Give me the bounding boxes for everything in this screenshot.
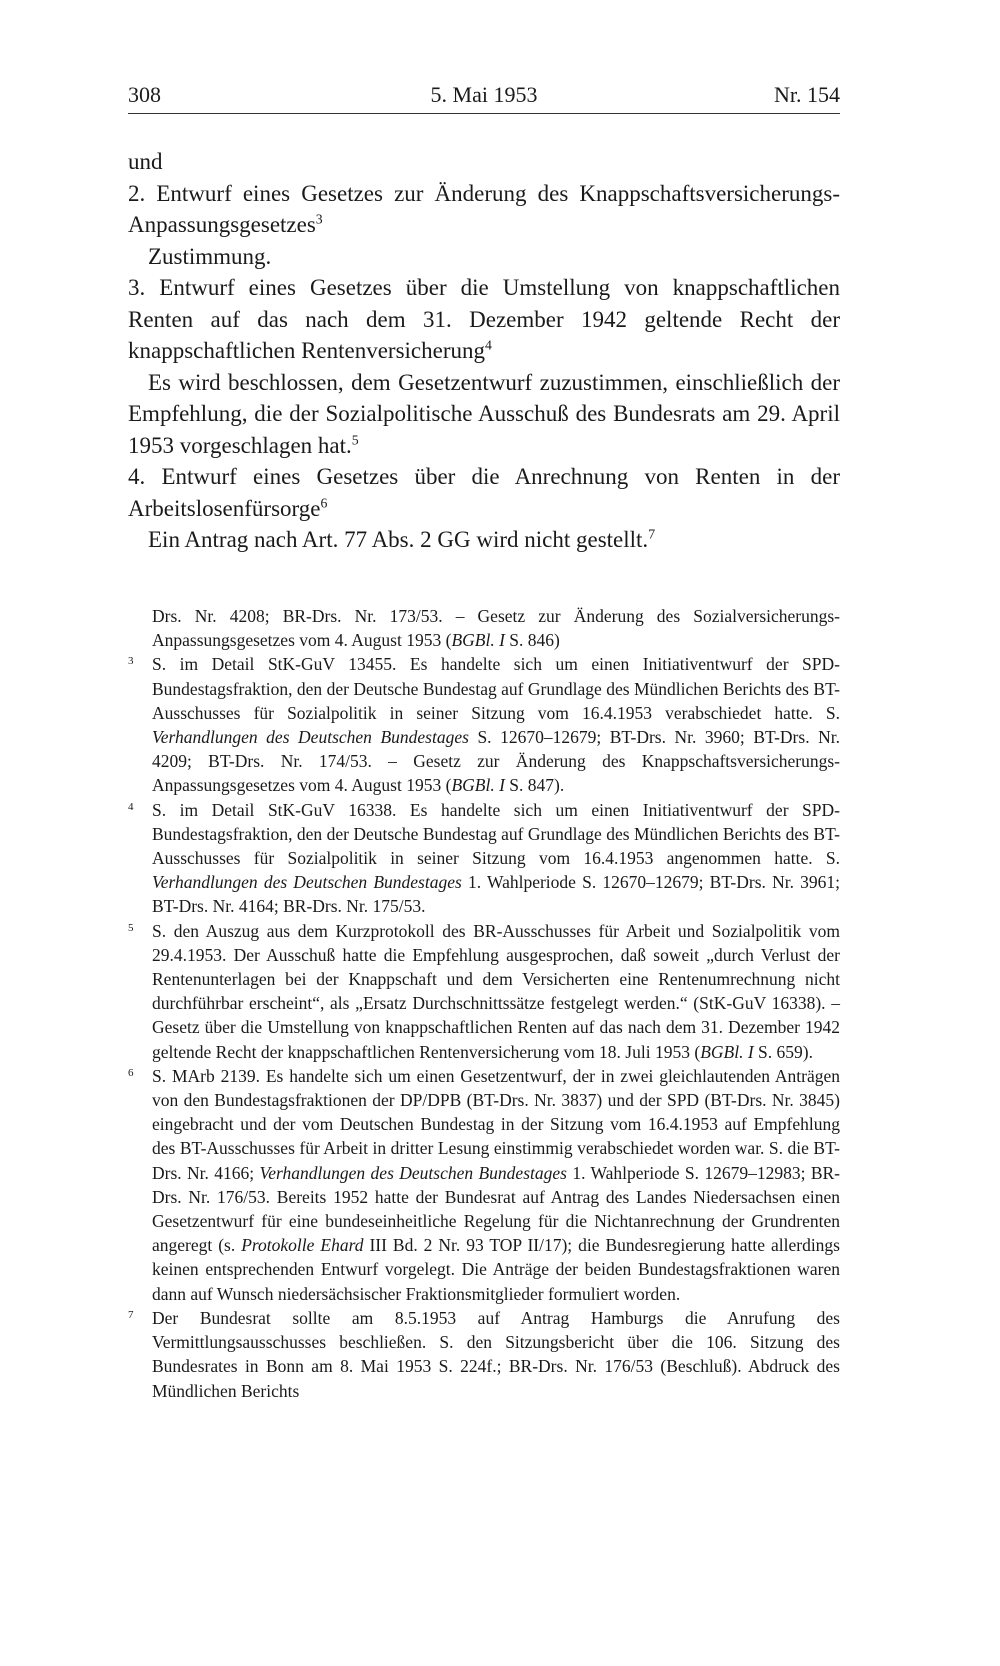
document-number: Nr. 154 — [774, 82, 840, 107]
footnote-ref-6[interactable]: 6 — [320, 494, 328, 510]
text-line-und: und — [128, 149, 163, 174]
agenda-item-4-result: Ein Antrag nach Art. 77 Abs. 2 GG wird nicht gestellt.$^7$ — [148, 526, 656, 552]
main-text — [128, 146, 840, 556]
footnote-mark: 5 — [128, 921, 134, 934]
footnote-continuation: Drs. Nr. 4208; BR-Drs. Nr. 173/53. – Gesetz zur Änderung des Sozialversicherungs-Anpassungsgesetzes vom 4. August 1953 (BGBl. I S. 846) — [152, 606, 840, 651]
agenda-item-2: 2. Entwurf eines Gesetzes zur Änderung des Knappschaftsversicherungs-Anpassungsgesetzes$^3$ — [128, 180, 840, 237]
header-date: 5. Mai 1953 — [430, 82, 538, 107]
footnote-mark: 6 — [128, 1066, 134, 1079]
footnote-ref-5[interactable]: 5 — [351, 431, 359, 447]
footnote-4: 4 S. im Detail StK-GuV 16338. Es handelte sich um einen Initiativentwurf der SPD-Bundestagsfraktion, den der Deutsche Bundestag auf Grundlage des Mündlichen Berichts des BT-Ausschusses für Sozialpolitik in seiner Sitzung vom 16.4.1953 angenommen hatte. S. Verhandlungen des Deutschen Bundestages 1. Wahlperiode S. 12670–12679; BT-Drs. Nr. 3961; BT-Drs. Nr. 4164; BR-Drs. Nr. 175/53. — [128, 798, 840, 919]
footnote-3: 3 S. im Detail StK-GuV 13455. Es handelte sich um einen Initiativentwurf der SPD-Bundestagsfraktion, den der Deutsche Bundestag auf Grundlage des Mündlichen Berichts des BT-Ausschusses für Sozialpolitik in seiner Sitzung vom 16.4.1953 verabschiedet hatte. S. Verhandlungen des Deutschen Bundestages S. 12670–12679; BT-Drs. Nr. 3960; BT-Drs. Nr. 4209; BT-Drs. Nr. 174/53. – Gesetz zur Änderung des Knappschaftsversicherungs-Anpassungsgesetzes vom 4. August 1953 (BGBl. I S. 847). — [128, 652, 840, 797]
footnote-ref-7[interactable]: 7 — [648, 526, 656, 542]
footnote-5: 5 S. den Auszug aus dem Kurzprotokoll des BR-Ausschusses für Arbeit und Sozialpolitik vom 29.4.1953. Der Ausschuß hatte die Empfehlung ausgesprochen, daß soweit „durch Verlust der Rentenunterlagen bei der Knappschaft und dem Versicherten eine Rentenumrechnung nicht durchführbar erscheint“, als „Ersatz Durchschnittssätze festgelegt werden.“ (StK-GuV 16338). – Gesetz über die Umstellung von knappschaftlichen Renten auf das nach dem 31. Dezember 1942 geltende Recht der knappschaftlichen Rentenversicherung vom 18. Juli 1953 (BGBl. I S. 659). — [128, 919, 840, 1064]
running-header — [128, 82, 840, 114]
footnote-mark: 4 — [128, 800, 134, 813]
footnote-7: 7 Der Bundesrat sollte am 8.5.1953 auf Antrag Hamburgs die Anrufung des Vermittlungsausschusses beschließen. S. den Sitzungsbericht über die 106. Sitzung des Bundesrates in Bonn am 8. Mai 1953 S. 224f.; BR-Drs. Nr. 176/53 (Beschluß). Abdruck des Mündlichen Berichts — [128, 1306, 840, 1403]
footnote-ref-4[interactable]: 4 — [485, 337, 492, 353]
agenda-item-4: 4. Entwurf eines Gesetzes über die Anrechnung von Renten in der Arbeitslosenfürsorge$^6$ — [128, 464, 840, 521]
agenda-item-3: 3. Entwurf eines Gesetzes über die Umstellung von knappschaftlichen Renten auf das nach dem 31. Dezember 1942 geltende Recht der knappschaftlichen Rentenversicherung$^4$ — [128, 275, 840, 363]
footnotes — [128, 604, 840, 1403]
footnote-mark: 3 — [128, 655, 134, 668]
header-rule — [128, 113, 840, 114]
agenda-item-2-result: Zustimmung. — [148, 243, 272, 269]
footnote-mark: 7 — [128, 1308, 134, 1321]
agenda-item-3-result: Es wird beschlossen, dem Gesetzentwurf zuzustimmen, einschließlich der Empfehlung, die der Sozialpolitische Ausschuß des Bundesrats am 29. April 1953 vorgeschlagen hat.$^5$ — [128, 369, 840, 458]
footnote-6: 6 S. MArb 2139. Es handelte sich um einen Gesetzentwurf, der in zwei gleichlautenden Anträgen von den Bundestagsfraktionen der DP/DPB (BT-Drs. Nr. 3837) und der SPD (BT-Drs. Nr. 3845) eingebracht und der vom Deutschen Bundestag in der Sitzung vom 16.4.1953 auf Empfehlung des BT-Ausschusses für Arbeit in dritter Lesung einstimmig verabschiedet worden war. S. die BT-Drs. Nr. 4166; Verhandlungen des Deutschen Bundestages 1. Wahlperiode S. 12679–12983; BR-Drs. Nr. 176/53. Bereits 1952 hatte der Bundesrat auf Antrag des Landes Niedersachsen einen Gesetzentwurf für eine bundeseinheitliche Regelung für die Nichtanrechnung der Grundrenten angeregt (s. Protokolle Ehard III Bd. 2 Nr. 93 TOP II/17); die Bundesregierung hatte allerdings keinen entsprechenden Entwurf vorgelegt. Die Anträge der beiden Bundestagsfraktionen waren dann auf Wunsch niedersächsischer Fraktionsmitglieder formuliert worden. — [128, 1064, 840, 1306]
page-number: 308 — [128, 82, 161, 107]
footnote-ref-3[interactable]: 3 — [315, 211, 323, 227]
